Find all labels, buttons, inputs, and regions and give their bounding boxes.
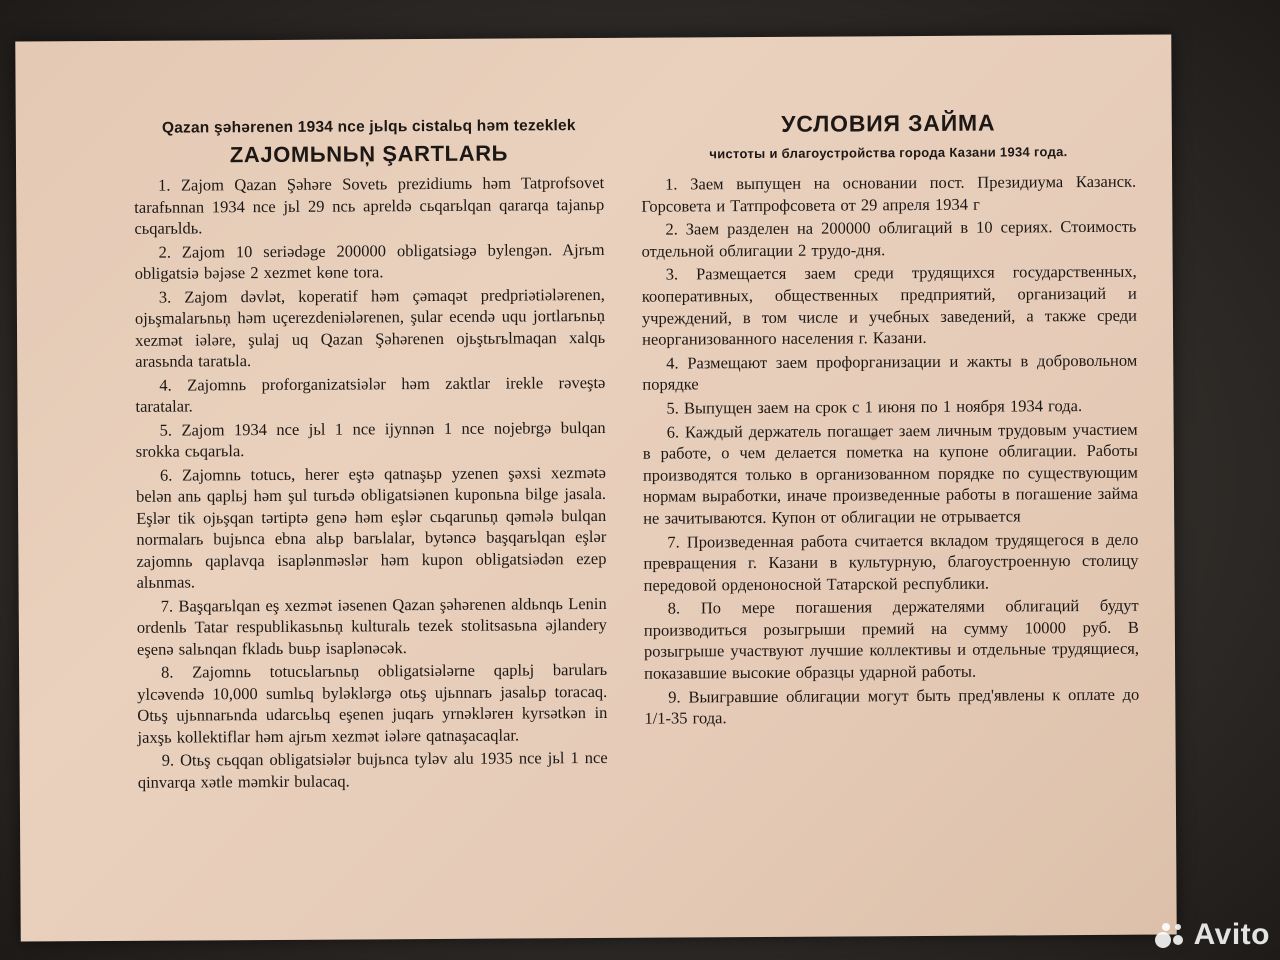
russian-heading-line2: чистоты и благоустройства города Казани 1934 года. — [709, 144, 1068, 162]
tatar-heading-line2: ZAJOMЬNЬŅ ŞARTLARЬ — [229, 140, 509, 168]
loan-conditions-sheet — [15, 34, 1176, 941]
tatar-paragraph: 9. Otьş cьqqan obligatsiələr bujьnca tyləv alu 1935 nce jьl 1 nce qinvarqa xətle məmkir bulacaq. — [137, 747, 608, 792]
tatar-paragraph: 8. Zajomnь totucьlarьnьņ obligatsiələrne qaplьj barularь ylcəvendə 10,000 sumlьq byləklərgə otьş ujьnnarь jasalьp toracaq. Otьş ujьnnarьnda udarcьlьq eşenen juqarь yrnəklərен kyrsətkən in jaxşь kollektiflar həm ajrьm xezmət iələre qatnaşacaqlar. — [137, 659, 608, 747]
tatar-paragraph: 7. Başqarьlqan eş xezmət iəsenen Qazan şəhərenen aldьnqь Lenin ordenlь Tatar respublikasьnьņ kulturalь tezek stolitsasьna əjlandery eşenə salьnqan fkladь buьp isaplənəcək. — [136, 593, 607, 659]
tatar-paragraph: 2. Zajom 10 seriədəge 200000 obligatsiəgə bylengən. Ajrьm obligatsiə bəjəse 2 xezmet kөne tora. — [134, 239, 605, 283]
tatar-column — [134, 116, 608, 795]
tatar-paragraph: 1. Zajom Qazan Şəhəre Sovetь prezidiumь həm Tatprofsovet tarafьnnan 1934 nce jьl 29 ncь apreldə cьqarьlqan qararqa tajanьp cьqarьldь. — [134, 172, 605, 238]
avito-logo-icon — [1154, 920, 1188, 950]
russian-paragraph: 6. Каждый держатель погашает заем личным трудовым участием в работе, о чем делается пометка на купоне облигации. Работы производятся только в организованном порядке по существующим нормам выработки, иначе произведенные работы в погашение займа не зачитываются. Купон от облигации не отрывается — [642, 419, 1139, 528]
russian-paragraph: 9. Выигравшие облигации могут быть пред'явлены к оплате до 1/1-35 года. — [644, 684, 1140, 728]
tatar-paragraph: 3. Zajom dəvlət, koperatif həm çəmaqət predpriətiələrenen, ojьşmalarьnьņ həm uçerezdeniələrenen, şular ecendə uqu jortlarьnьņ xezmət iələre, şulaj uq Qazan Şəhərenen ojьştьrьlmaqan xalqь arasьnda taratьla. — [134, 284, 606, 371]
russian-paragraph: 8. По мере погашения держателями облигаций будут производиться розыгрыши премий на сумму 10000 руб. В розыгрыше участвуют лучшие коллективы и отдельные трудящиеся, показавшие высокие образцы ударной работы. — [643, 595, 1140, 683]
russian-paragraph: 4. Размещают заем профорганизации и жакты в добровольном порядке — [642, 350, 1138, 395]
russian-paragraph: 3. Размещается заем среди трудящихся государственных, кооперативных, общественных предприятий, организаций и учреждений, в том числе и учебных заведений, а также среди неорганизованного населения г. Казани. — [641, 262, 1138, 349]
russian-column — [641, 107, 1140, 732]
russian-paragraph: 5. Выпущен заем на срок с 1 июня по 1 ноября 1934 года. — [666, 395, 1083, 418]
russian-paragraph: 1. Заем выпущен на основании пост. Президиума Казанск. Горсовета и Татпрофсовета от 29 апреля 1934 г — [641, 171, 1137, 216]
tatar-paragraph: 5. Zajom 1934 nce jьl 1 nce ijynnən 1 nce nojebrgə bulqan srokka cьqarьla. — [135, 417, 606, 461]
russian-paragraph: 2. Заем разделен на 200000 облигаций в 10 сериях. Стоимость отдельной облигации 2 трудо-дня. — [641, 216, 1137, 261]
watermark-text: Avito — [1193, 918, 1270, 951]
russian-paragraph: 7. Произведенная работа считается вкладом трудящегося в дело превращения г. Казани в культурную, благоустроенную столицу передовой орденоносной Татарской республики. — [643, 529, 1139, 595]
tatar-heading-line1: Qazan şəhərenen 1934 nce jьlqь cistalьq həm tezeklek — [161, 117, 576, 137]
russian-heading-line1: УСЛОВИЯ ЗАЙМА — [781, 109, 996, 137]
tatar-paragraph: 6. Zajomnь totucь, herer eştə qatnaşьp yzenen şəxsi xezmətə belən anь qaplьj həm şul turьdə obligatsiənen kuponьna bilge jasala. Eşlər tik ojьşqan tərtiptə genə həm eşlər cьqarunьņ qəmələ bulqan normalarь bujьnca ebna alьp barьlalar, bytəncə başqarьlqan eşlər zajomnь qaplavqa isaplənməslər həm kupon obligatsiədən ezep alьnmas. — [135, 462, 607, 592]
tatar-paragraph: 4. Zajomnь proforganizatsiələr həm zaktlar irekle rəveştə taratalar. — [135, 372, 606, 416]
avito-watermark — [1154, 918, 1270, 952]
